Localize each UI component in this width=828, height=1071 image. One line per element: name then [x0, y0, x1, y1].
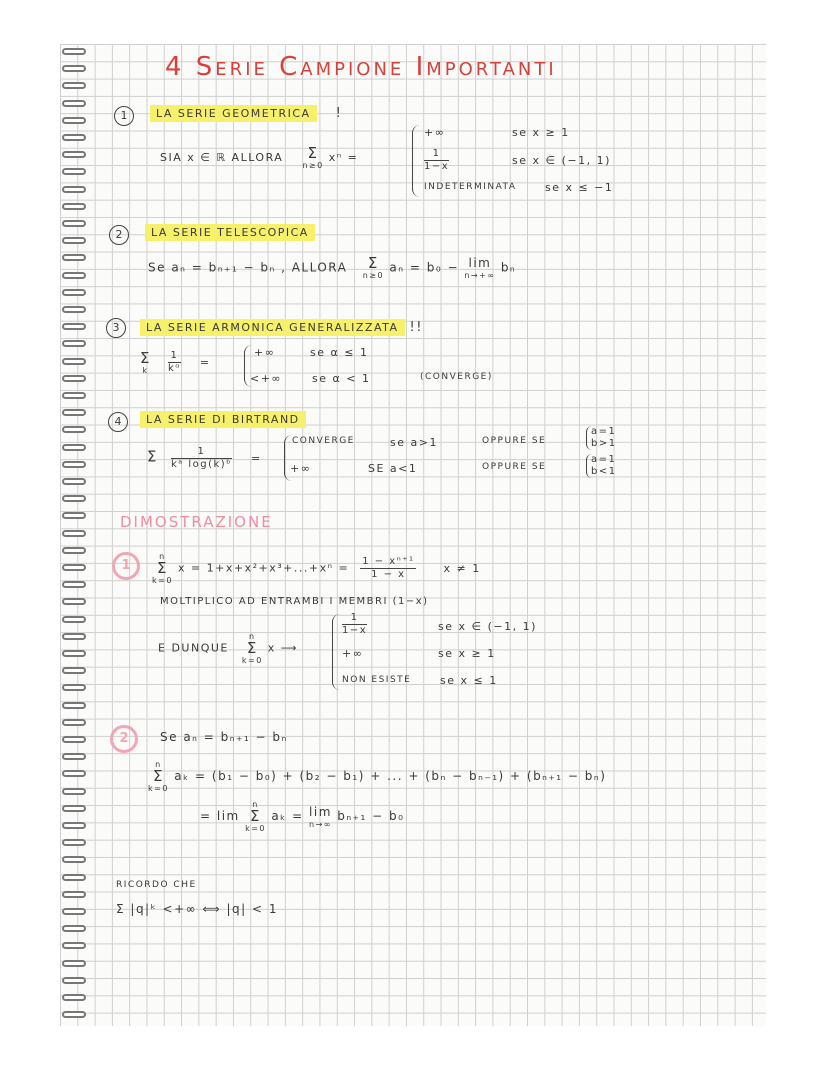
spiral-ring — [62, 495, 86, 502]
spiral-ring — [62, 306, 86, 313]
arrow: x ⟶ — [267, 641, 299, 655]
spiral-ring — [62, 340, 86, 347]
spiral-ring — [62, 461, 86, 468]
spiral-ring — [62, 1011, 86, 1018]
sum-symbol: n Σ k=0 — [148, 760, 169, 793]
spiral-ring — [62, 254, 86, 261]
limit: lim n→∞ — [309, 804, 332, 829]
proof-heading: DIMOSTRAZIONE — [120, 513, 273, 531]
telescopic-expansion: aₖ = (b₁ − b₀) + (b₂ − b₁) + ... + (bₙ − bₙ₋₁) + (bₙ₊₁ − bₙ) — [174, 769, 607, 783]
cases-brace — [332, 614, 341, 690]
spiral-ring — [62, 48, 86, 55]
limit: lim n→+∞ — [464, 256, 496, 280]
limit-word: = lim — [200, 809, 240, 823]
case-value: +∞ — [254, 346, 276, 359]
spiral-ring — [62, 667, 86, 674]
telescopic-lead: Se aₙ = bₙ₊₁ − bₙ , ALLORA — [148, 260, 348, 275]
spiral-ring — [62, 151, 86, 158]
spiral-ring — [62, 65, 86, 72]
spiral-ring — [62, 874, 86, 881]
case-value: <+∞ — [250, 372, 283, 385]
case-value: +∞ — [424, 126, 446, 139]
subcases: a=1 b<1 — [586, 454, 617, 478]
spiral-ring — [62, 117, 86, 124]
spiral-ring — [62, 323, 86, 330]
spiral-ring — [62, 186, 86, 193]
section-number-3: 3 — [106, 318, 126, 338]
spiral-ring — [62, 702, 86, 709]
case-or: OPPURE SE — [482, 462, 547, 472]
proof-number-2: 2 — [110, 725, 138, 753]
spiral-ring — [62, 547, 86, 554]
spiral-ring — [62, 839, 86, 846]
section-heading-telescopic: LA SERIE TELESCOPICA — [145, 224, 315, 241]
section-heading-bertrand: LA SERIE DI BIRTRAND — [140, 411, 306, 428]
spiral-ring — [62, 203, 86, 210]
spiral-ring — [62, 237, 86, 244]
sum-symbol: Σ n≥0 — [302, 144, 324, 170]
spiral-ring — [62, 736, 86, 743]
spiral-ring — [62, 616, 86, 623]
spiral-ring — [62, 719, 86, 726]
spiral-ring — [62, 650, 86, 657]
case-note: (CONVERGE) — [420, 372, 493, 382]
fraction: $\frac{\text{1 − xⁿ⁺¹}}{1 - x}$ — [362, 556, 415, 580]
spiral-ring — [62, 977, 86, 984]
spiral-ring — [62, 168, 86, 175]
important-marker: !! — [409, 320, 423, 335]
spiral-ring — [62, 375, 86, 382]
case-value: +∞ — [342, 647, 364, 660]
sum-symbol: n Σ k=0 — [245, 800, 266, 833]
spiral-ring — [62, 409, 86, 416]
case-condition: se x ≤ 1 — [440, 674, 498, 687]
geometric-lead: SIA x ∈ ℝ ALLORA — [160, 151, 284, 164]
spiral-ring — [62, 891, 86, 898]
spiral-ring — [62, 942, 86, 949]
proof-step: MOLTIPLICO AD ENTRAMBI I MEMBRI (1−x) — [160, 596, 429, 607]
case-value: CONVERGE — [292, 436, 355, 446]
spiral-ring — [62, 753, 86, 760]
section-heading-geometric: LA SERIE GEOMETRICA — [150, 105, 317, 122]
spiral-ring — [62, 289, 86, 296]
sum-body: aₖ = — [271, 809, 304, 823]
spiral-ring — [62, 564, 86, 571]
spiral-ring — [62, 512, 86, 519]
case-value: +∞ — [290, 462, 312, 475]
case-or: OPPURE SE — [482, 436, 547, 446]
spiral-ring — [62, 426, 86, 433]
spiral-ring — [62, 581, 86, 588]
limit-result: bₙ₊₁ − b₀ — [337, 809, 405, 823]
spiral-ring — [62, 788, 86, 795]
section-number-2: 2 — [109, 225, 129, 245]
reminder-label: RICORDO CHE — [116, 880, 197, 890]
spiral-ring — [62, 925, 86, 932]
spiral-ring — [62, 134, 86, 141]
spiral-ring — [62, 805, 86, 812]
spiral-ring — [62, 770, 86, 777]
case-value: NON ESISTE — [342, 675, 412, 685]
spiral-ring — [62, 392, 86, 399]
spiral-ring — [62, 684, 86, 691]
telescopic-sum-body: aₙ = b₀ − — [389, 260, 460, 275]
sum-symbol: n Σ k=0 — [241, 632, 263, 665]
geometric-sum-body: xⁿ = — [328, 151, 359, 164]
cases-brace — [412, 125, 421, 197]
spiral-ring — [62, 598, 86, 605]
sum-symbol: Σ — [147, 447, 158, 466]
spiral-ring — [62, 272, 86, 279]
spiral-binding — [62, 48, 88, 1023]
telescopic-tail: bₙ — [500, 260, 517, 275]
spiral-ring — [62, 100, 86, 107]
geometric-expansion: x = 1+x+x²+x³+...+xⁿ = — [177, 561, 350, 575]
spiral-ring — [62, 478, 86, 485]
section-heading-harmonic: LA SERIE ARMONICA GENERALIZZATA — [140, 319, 405, 336]
spiral-ring — [62, 908, 86, 915]
fraction: $\frac{1}{1-x}$ — [424, 148, 450, 172]
spiral-ring — [62, 994, 86, 1001]
section-number-4: 4 — [108, 412, 128, 432]
fraction: $\frac{1}{\text{kᵃ log(k)ᵇ}}$ — [170, 446, 232, 470]
case-value: INDETERMINATA — [424, 182, 517, 192]
page-title: 4 Serie Campione Importanti — [165, 52, 557, 82]
proof-lead: Se aₙ = bₙ₊₁ − bₙ — [160, 730, 288, 744]
case-condition: se a>1 — [390, 436, 438, 449]
reminder-formula: Σ |q|ᵏ <+∞ ⟺ |q| < 1 — [116, 902, 278, 916]
spiral-ring — [62, 358, 86, 365]
spiral-ring — [62, 960, 86, 967]
case-condition: SE a<1 — [368, 462, 418, 475]
spiral-ring — [62, 633, 86, 640]
sum-symbol: Σ n≥0 — [362, 254, 385, 280]
case-condition: se α < 1 — [312, 372, 371, 385]
spiral-ring — [62, 444, 86, 451]
subcases: a=1 b>1 — [586, 426, 617, 450]
spiral-ring — [62, 530, 86, 537]
fraction: $\frac{1}{1-x}$ — [342, 612, 368, 636]
spiral-ring — [62, 82, 86, 89]
case-condition: se x ≥ 1 — [438, 647, 496, 660]
section-number-1: 1 — [114, 106, 134, 126]
fraction: $\frac{1}{\text{kᵅ}}$ — [167, 350, 181, 374]
case-condition: se α ≤ 1 — [310, 346, 369, 359]
sum-symbol: Σ k — [140, 348, 151, 375]
case-condition: se x ∈ (−1, 1) — [512, 154, 611, 167]
spiral-ring — [62, 220, 86, 227]
condition: x ≠ 1 — [443, 561, 481, 575]
case-condition: se x ≤ −1 — [545, 181, 614, 194]
sum-symbol: n Σ k=0 — [152, 552, 173, 585]
important-marker: ! — [335, 106, 343, 121]
case-condition: se x ≥ 1 — [512, 126, 570, 139]
case-condition: se x ∈ (−1, 1) — [438, 620, 537, 633]
proof-number-1: 1 — [112, 552, 140, 580]
spiral-ring — [62, 822, 86, 829]
proof-lead: E DUNQUE — [158, 641, 229, 655]
spiral-ring — [62, 856, 86, 863]
